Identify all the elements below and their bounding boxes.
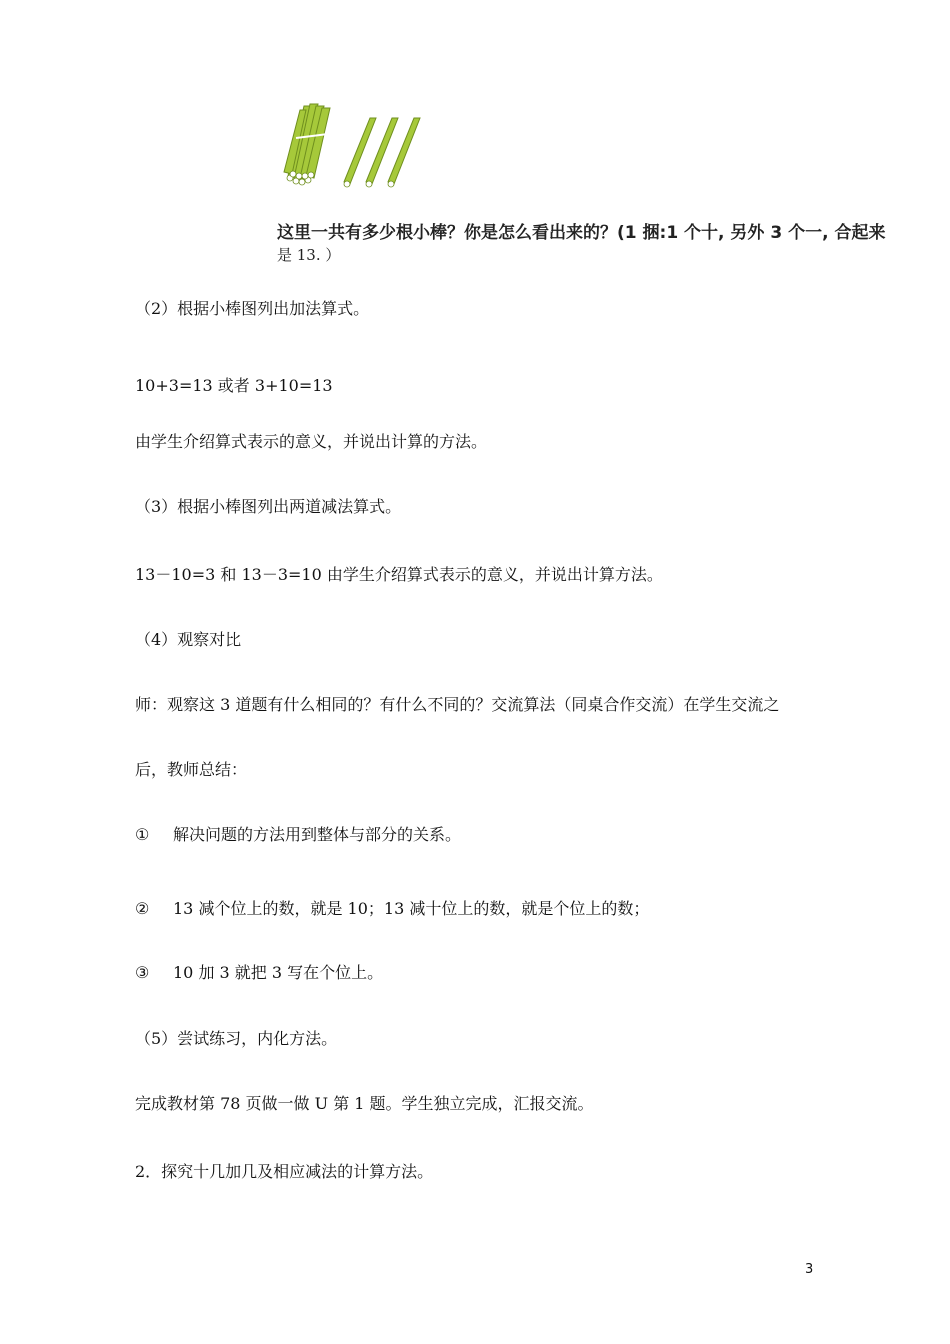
item-marker: ① bbox=[135, 825, 150, 844]
item-marker: ② bbox=[135, 899, 150, 918]
counting-sticks-icon bbox=[278, 98, 423, 193]
paragraph-addition-formulas: 10+3=13 或者 3+10=13 bbox=[135, 376, 333, 395]
section-heading-2: 2．探究十几加几及相应减法的计算方法。 bbox=[135, 1162, 434, 1181]
paragraph-step-5: （5）尝试练习，内化方法。 bbox=[135, 1029, 338, 1048]
question-line-1: 这里一共有多少根小棒？你是怎么看出来的？(1 捆:1 个十, 另外 3 个一, 合起来 bbox=[277, 223, 886, 243]
item-text: 13 减个位上的数，就是 10；13 减十位上的数，就是个位上的数； bbox=[173, 899, 650, 918]
paragraph-subtraction-formulas: 13－10=3 和 13－3=10 由学生介绍算式表示的意义，并说出计算方法。 bbox=[135, 565, 663, 584]
paragraph-step-2: （2）根据小棒图列出加法算式。 bbox=[135, 299, 370, 318]
paragraph-step-4: （4）观察对比 bbox=[135, 630, 242, 649]
paragraph-step-3: （3）根据小棒图列出两道减法算式。 bbox=[135, 497, 402, 516]
item-text: 10 加 3 就把 3 写在个位上。 bbox=[173, 963, 384, 982]
paragraph-textbook-exercise: 完成教材第 78 页做一做 U 第 1 题。学生独立完成，汇报交流。 bbox=[135, 1094, 594, 1113]
question-line-2: 是 13. ） bbox=[277, 246, 341, 264]
summary-item-1 bbox=[135, 824, 461, 846]
summary-item-3 bbox=[135, 962, 383, 984]
item-text: 解决问题的方法用到整体与部分的关系。 bbox=[173, 825, 462, 844]
page-number: 3 bbox=[805, 1262, 814, 1277]
paragraph-teacher-summary: 后，教师总结： bbox=[135, 760, 248, 779]
paragraph-teacher-question: 师：观察这 3 道题有什么相同的？有什么不同的？交流算法（同桌合作交流）在学生交流之 bbox=[135, 695, 780, 714]
item-marker: ③ bbox=[135, 963, 150, 982]
summary-item-2 bbox=[135, 898, 649, 920]
stick-bundle bbox=[284, 104, 330, 180]
bundle-ends bbox=[287, 171, 314, 185]
single-sticks bbox=[344, 118, 420, 184]
paragraph-explain-addition: 由学生介绍算式表示的意义，并说出计算的方法。 bbox=[135, 432, 488, 451]
